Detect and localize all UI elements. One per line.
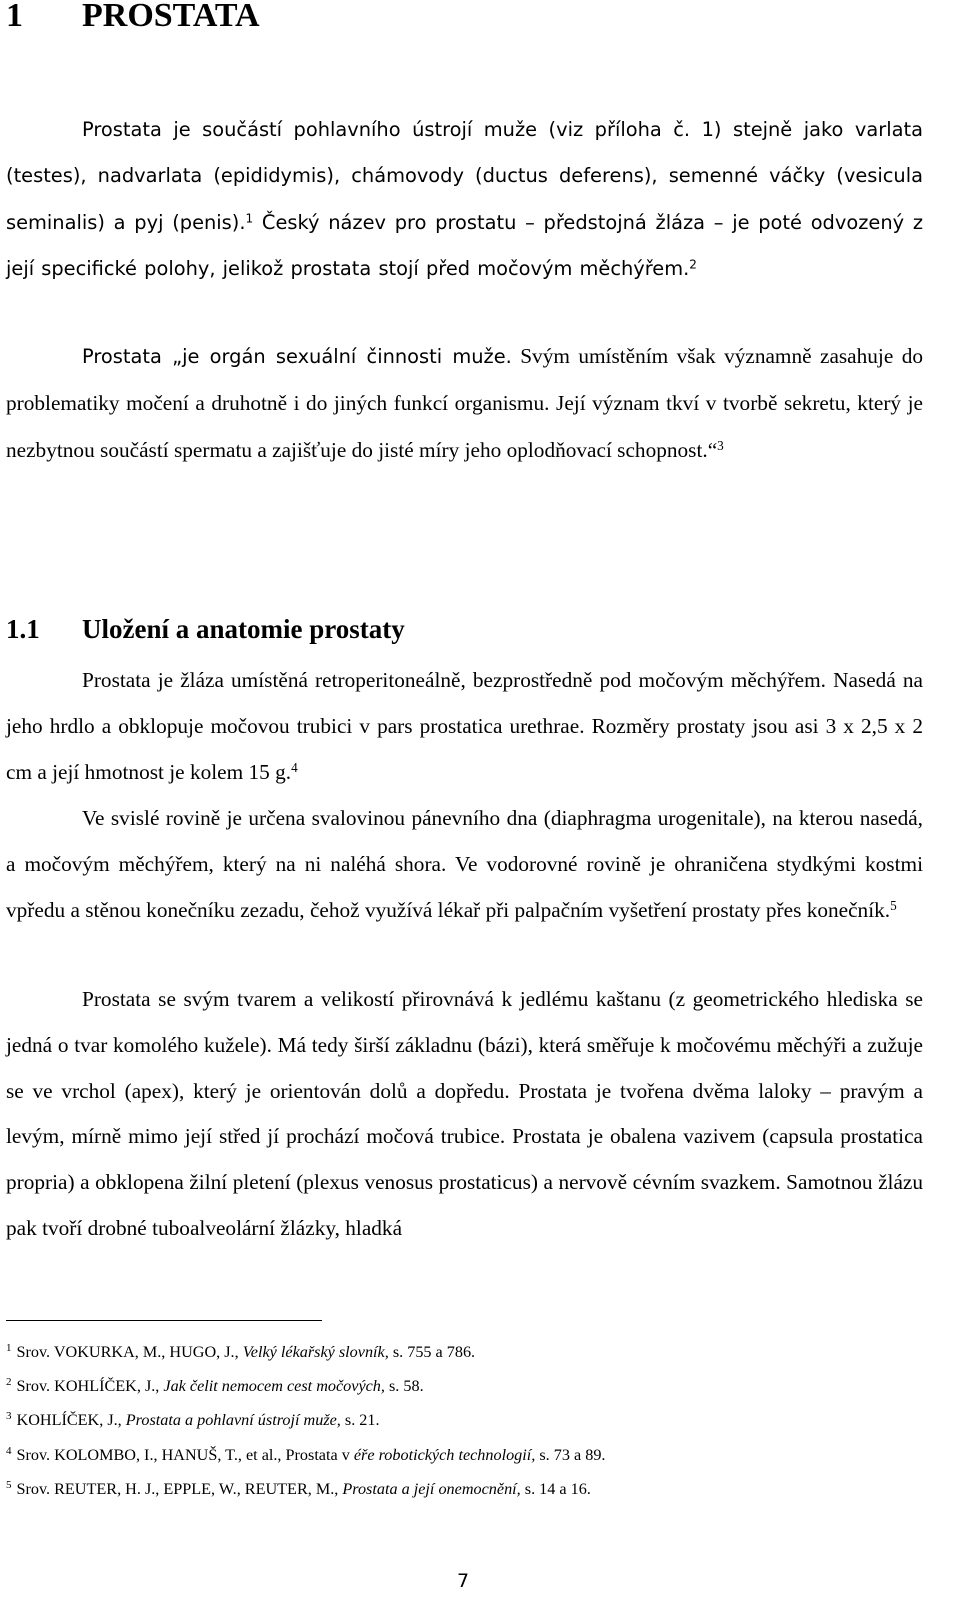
footnote-ref-3: 3 xyxy=(717,437,724,453)
footnote-pages: s. 21. xyxy=(340,1411,380,1430)
footnote-title: Prostata a její onemocnění, xyxy=(342,1479,521,1498)
footnote-pages: s. 73 a 89. xyxy=(535,1445,606,1464)
section-title-text: Uložení a anatomie prostaty xyxy=(82,614,405,644)
intro-p2-quote-start: Prostata „je orgán sexuální činnosti muže. xyxy=(82,345,512,368)
section-p3-text: Prostata se svým tvarem a velikostí přirovnává k jedlému kaštanu (z geometrického hlediska se jedná o tvar komolého kužele). Má tedy širší základnu (bázi), která směřuje k močovému měchýři a zužuje se ve vrchol (apex), který je orientován dolů a dopředu. Prostata je tvořena dvěma laloky – pravým a levým, mírně mimo její střed jí prochází močová trubice. Prostata je obalena vazivem (capsula prostatica propria) a obklopena žilní pletení (plexus venosus prostaticus) a nervově cévním svazkem. Samotnou žlázu pak tvoří drobné tuboalveolární žlázky, hladká xyxy=(6,987,923,1240)
intro-p1-text-2: Český název pro prostatu – předstojná žláza – je poté odvozený z její specifické polohy, jelikož prostata stojí před močovým měchýřem. xyxy=(6,210,923,280)
chapter-title xyxy=(6,0,260,36)
intro-paragraph-2 xyxy=(6,333,923,473)
section-title xyxy=(6,612,405,646)
footnote-author: Srov. KOLOMBO, I., HANUŠ, T., et al., Prostata v xyxy=(16,1445,354,1464)
footnote-number: 1 xyxy=(6,1342,12,1354)
footnote-pages: s. 14 a 16. xyxy=(520,1479,591,1498)
footnote-author: Srov. KOHLÍČEK, J., xyxy=(16,1377,164,1396)
footnote-item xyxy=(6,1370,605,1404)
footnote-title: Prostata a pohlavní ústrojí muže, xyxy=(125,1411,341,1430)
footnote-separator xyxy=(6,1320,322,1321)
page-number: 7 xyxy=(456,1570,470,1592)
footnote-pages: s. 755 a 786. xyxy=(388,1343,476,1362)
footnotes-list xyxy=(6,1336,605,1507)
intro-p1-text-1: Prostata je součástí pohlavního ústrojí muže (viz příloha č. 1) stejně jako varlata (testes), nadvarlata (epididymis), chámovody (ductus deferens), semenné váčky (vesicula seminalis) a pyj (penis). xyxy=(6,118,923,234)
footnote-item xyxy=(6,1404,605,1438)
section-number: 1.1 xyxy=(6,614,40,644)
footnote-ref-2: 2 xyxy=(689,257,697,272)
intro-p2-text-1: Svým umístěním však významně zasahuje do problematiky močení a druhotně i do jiných funkcí organismu. xyxy=(6,344,923,416)
footnote-ref-5: 5 xyxy=(890,897,897,913)
footnote-title: Jak čelit nemocem cest močových, xyxy=(163,1377,385,1396)
section-paragraph-2 xyxy=(6,796,923,933)
intro-p2-text-2: Její význam tkví v tvorbě sekretu, který je nezbytnou součástí spermatu a zajišťuje do jisté míry jeho oplodňovací schopnost.“ xyxy=(6,391,923,462)
section-p1-text: Prostata je žláza umístěná retroperitoneálně, bezprostředně pod močovým měchýřem. Nasedá na jeho hrdlo a obklopuje močovou trubici v pars prostatica urethrae. Rozměry prostaty jsou asi 3 x 2,5 x 2 cm a její hmotnost je kolem 15 g. xyxy=(6,668,923,784)
footnote-title: Velký lékařský slovník, xyxy=(242,1343,389,1362)
chapter-number: 1 xyxy=(6,0,23,34)
footnote-author: KOHLÍČEK, J., xyxy=(16,1411,126,1430)
footnote-number: 5 xyxy=(6,1478,12,1491)
footnote-ref-1: 1 xyxy=(245,210,254,225)
footnote-ref-4: 4 xyxy=(291,759,298,775)
footnote-item xyxy=(6,1336,605,1370)
footnote-author: Srov. VOKURKA, M., HUGO, J., xyxy=(16,1343,243,1362)
footnote-number: 3 xyxy=(6,1410,12,1423)
section-p2-text: Ve svislé rovině je určena svalovinou pánevního dna (diaphragma urogenitale), na kterou nasedá, a močovým měchýřem, který na ni naléhá shora. Ve vodorovné rovině je ohraničena stydkými kostmi vpředu a stěnou konečníku zezadu, čehož využívá lékař při palpačním vyšetření prostaty přes konečník. xyxy=(6,806,923,922)
footnote-pages: s. 58. xyxy=(384,1377,424,1396)
footnote-number: 4 xyxy=(6,1444,12,1457)
footnote-item xyxy=(6,1473,605,1507)
section-paragraph-3 xyxy=(6,977,923,1252)
footnote-author: Srov. REUTER, H. J., EPPLE, W., REUTER, M., xyxy=(16,1479,343,1498)
footnote-item xyxy=(6,1439,605,1473)
chapter-title-text: PROSTATA xyxy=(82,0,260,34)
footnote-title: éře robotických technologií, xyxy=(353,1445,536,1464)
footnote-number: 2 xyxy=(6,1376,12,1389)
intro-paragraph-1 xyxy=(6,107,923,292)
section-paragraph-1 xyxy=(6,658,923,795)
